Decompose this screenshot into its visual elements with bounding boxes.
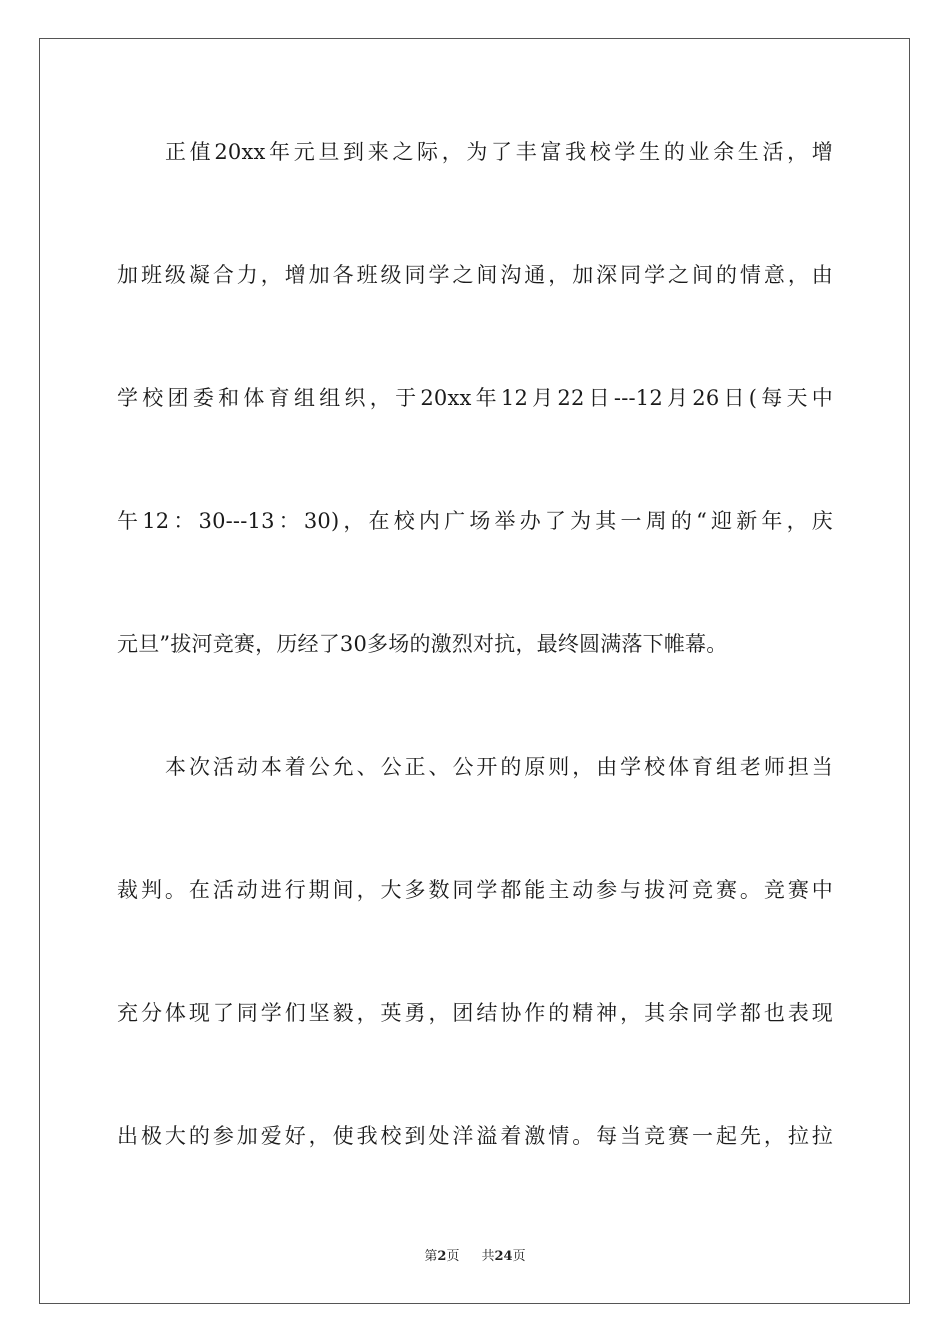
footer-total-prefix: 共 bbox=[481, 1249, 495, 1264]
paragraph-2-line-2: 裁判。在活动进行期间，大多数同学都能主动参与拔河竞赛。竞赛中 bbox=[117, 878, 833, 902]
paragraph-1-line-4: 午12：30---13：30)，在校内广场举办了为其一周的“迎新年，庆 bbox=[117, 509, 833, 533]
paragraph-1-line-5: 元旦”拔河竞赛，历经了30多场的激烈对抗，最终圆满落下帷幕。 bbox=[117, 632, 728, 656]
paragraph-1-line-3: 学校团委和体育组组织，于20xx年12月22日---12月26日(每天中 bbox=[117, 386, 833, 410]
footer-page-prefix: 第 bbox=[424, 1249, 438, 1264]
footer-page-suffix: 页 bbox=[446, 1249, 460, 1264]
paragraph-1-line-1: 正值20xx年元旦到来之际，为了丰富我校学生的业余生活，增 bbox=[165, 140, 833, 164]
paragraph-2-line-1: 本次活动本着公允、公正、公开的原则，由学校体育组老师担当 bbox=[165, 755, 833, 779]
footer-page-number: 2 bbox=[437, 1249, 447, 1264]
paragraph-2-line-4: 出极大的参加爱好，使我校到处洋溢着激情。每当竞赛一起先，拉拉 bbox=[117, 1124, 833, 1148]
footer-total-pages: 24 bbox=[494, 1249, 513, 1264]
paragraph-1-line-2: 加班级凝合力，增加各班级同学之间沟通，加深同学之间的情意，由 bbox=[117, 263, 833, 287]
page-border bbox=[39, 38, 910, 1304]
page-footer bbox=[0, 1248, 950, 1266]
paragraph-2-line-3: 充分体现了同学们坚毅，英勇，团结协作的精神，其余同学都也表现 bbox=[117, 1001, 833, 1025]
footer-total-suffix: 页 bbox=[512, 1249, 526, 1264]
